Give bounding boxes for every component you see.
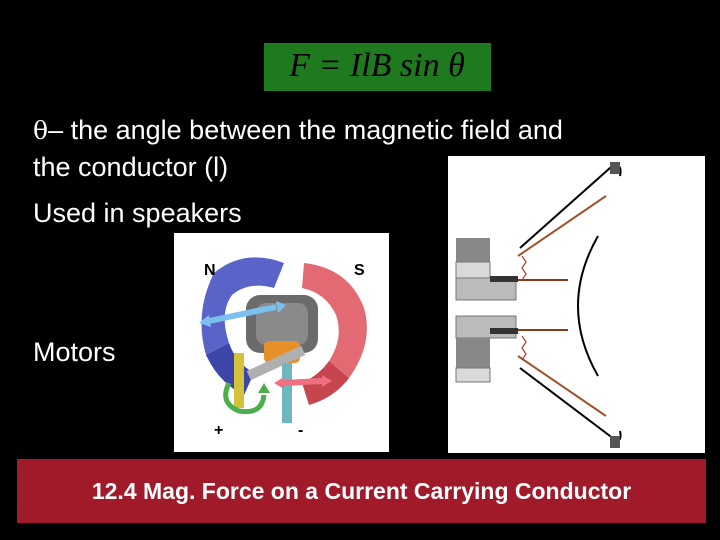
motors-bullet: Motors [33, 337, 116, 367]
negative-brush [282, 363, 292, 423]
magnet-block-2 [456, 262, 490, 278]
positive-brush [234, 353, 244, 408]
plus-label: + [214, 422, 224, 439]
dust-cap [578, 236, 598, 376]
speaker-diagram [448, 156, 705, 453]
north-label: N [204, 262, 216, 279]
footer-title: 12.4 Mag. Force on a Current Carrying Conductor [91, 477, 632, 504]
voice-coil-bottom [490, 328, 518, 334]
magnet-block-3 [456, 338, 490, 368]
spider-lower [522, 336, 526, 360]
spider-upper [522, 256, 526, 280]
speaker-frame-bottom [520, 368, 621, 440]
formula-text: F = IlB sin θ [289, 47, 465, 84]
rotation-arrow-head [258, 383, 270, 393]
motor-diagram [174, 233, 389, 452]
footer-title-bar [17, 459, 706, 523]
minus-label: - [298, 422, 304, 439]
magnet-plate-bottom [456, 316, 516, 338]
conductor-line: the conductor (l) [33, 152, 229, 182]
speaker-mount-top [610, 162, 620, 174]
speaker-frame-top [520, 166, 621, 248]
formula-graphic [264, 43, 491, 91]
voice-coil-top [490, 276, 518, 282]
motor-illustration [174, 233, 389, 452]
magnet-block-1 [456, 238, 490, 262]
force-arrow-red [284, 381, 322, 383]
speaker-mount-bottom [610, 436, 620, 448]
force-arrow-red-tail [274, 377, 284, 389]
south-label: S [354, 262, 365, 279]
speakers-bullet: Used in speakers [33, 198, 242, 228]
theta-definition-text: – the angle between the magnetic field and [48, 115, 563, 145]
theta-symbol: θ [33, 116, 49, 145]
speaker-illustration [448, 156, 705, 453]
formula-box [264, 43, 491, 91]
theta-definition-line [33, 113, 563, 148]
magnet-block-4 [456, 368, 490, 382]
